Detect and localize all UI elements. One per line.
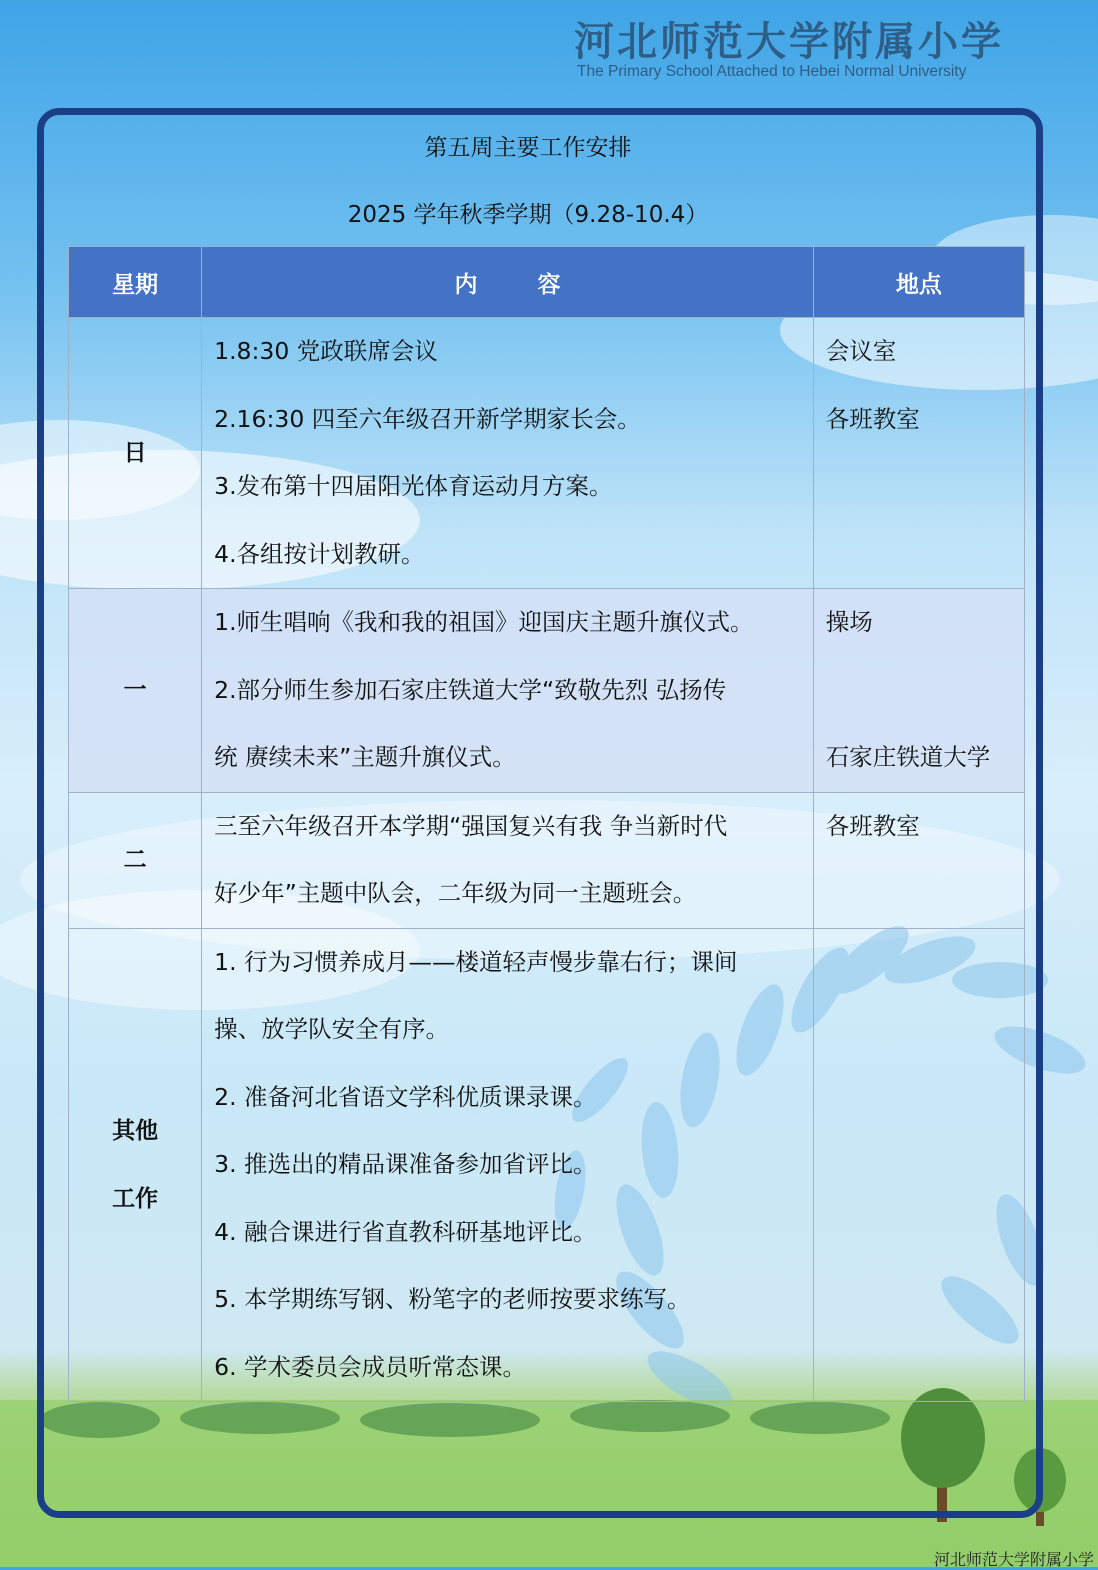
page-title: 第五周主要工作安排	[424, 135, 632, 161]
place-cell	[813, 589, 1024, 793]
content-line: 3.发布第十四届阳光体育运动月方案。	[214, 472, 613, 500]
content-line: 4.各组按计划教研。	[214, 539, 425, 568]
day-cell	[69, 928, 202, 1402]
content-line: 好少年”主题中队会，二年级为同一主题班会。	[214, 879, 697, 907]
school-logo-english: The Primary School Attached to Hebei Normal University	[577, 63, 967, 80]
place-line: 各班教室	[825, 811, 920, 840]
place-cell	[813, 318, 1024, 589]
school-logo-chinese: 河北师范大学附属小学	[574, 19, 1004, 65]
content-line: 2. 准备河北省语文学科优质课录课。	[214, 1082, 597, 1111]
place-line: 石家庄铁道大学	[825, 743, 991, 771]
place-line: 各班教室	[825, 404, 920, 433]
header-content	[202, 247, 814, 318]
table-row	[69, 928, 1025, 1402]
header-content-label: 内容	[454, 271, 621, 298]
place-line	[826, 657, 1014, 725]
day-label-line: 其他	[112, 1117, 159, 1144]
header-place: 地点	[813, 247, 1024, 318]
content-line: 2.部分师生参加石家庄铁道大学“致敬先烈 弘扬传	[214, 675, 727, 704]
content-line: 统 赓续未来”主题升旗仪式。	[214, 743, 516, 771]
content-cell	[202, 792, 814, 928]
day-cell: 日	[69, 318, 202, 589]
place-line: 操场	[825, 608, 873, 636]
table-row	[69, 792, 1025, 928]
header-day: 星期	[69, 247, 202, 318]
content-cell	[202, 318, 814, 589]
content-line: 3. 推选出的精品课准备参加省评比。	[214, 1150, 597, 1178]
place-cell	[813, 792, 1024, 928]
content-line: 三至六年级召开本学期“强国复兴有我 争当新时代	[214, 811, 728, 840]
schedule-table	[68, 246, 1025, 1402]
content-line: 1. 行为习惯养成月——楼道轻声慢步靠右行；课间	[214, 947, 738, 976]
content-line: 1.师生唱响《我和我的祖国》迎国庆主题升旗仪式。	[214, 608, 754, 636]
content-line: 2.16:30 四至六年级召开新学期家长会。	[214, 404, 641, 433]
place-cell	[813, 928, 1024, 1402]
footer-school-name: 河北师范大学附属小学	[934, 1550, 1095, 1569]
content-line: 6. 学术委员会成员听常态课。	[214, 1352, 527, 1381]
table-row	[69, 318, 1025, 589]
content-cell	[202, 928, 814, 1402]
content-line: 5. 本学期练写钢、粉笔字的老师按要求练写。	[214, 1285, 691, 1313]
content-cell	[202, 589, 814, 793]
content-line: 1.8:30 党政联席会议	[214, 337, 438, 365]
place-line: 会议室	[825, 337, 897, 365]
day-cell: 二	[69, 792, 202, 928]
day-cell: 一	[69, 589, 202, 793]
content-line: 4. 融合课进行省直教科研基地评比。	[214, 1217, 597, 1246]
table-row	[69, 589, 1025, 793]
page-subtitle: 2025 学年秋季学期（9.28-10.4）	[347, 202, 709, 228]
table-header-row	[69, 247, 1025, 318]
day-label-line: 工作	[112, 1185, 159, 1212]
content-line: 操、放学队安全有序。	[214, 1015, 450, 1043]
